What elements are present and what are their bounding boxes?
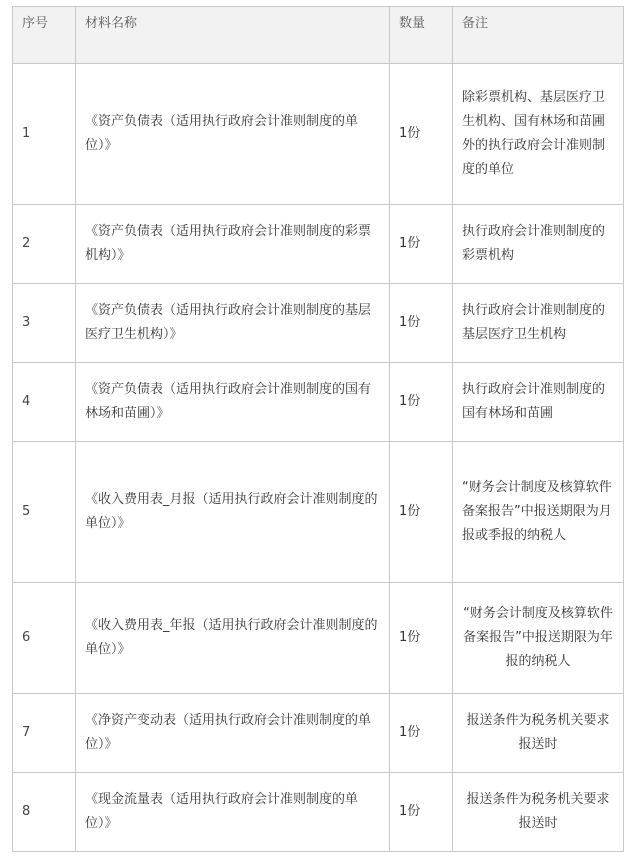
row-remarks: 报送条件为税务机关要求报送时 <box>453 694 624 773</box>
row-remarks: 除彩票机构、基层医疗卫生机构、国有林场和苗圃外的执行政府会计准则制度的单位 <box>453 64 624 205</box>
row-material-name: 《收入费用表_月报（适用执行政府会计准则制度的单位）》 <box>76 442 390 583</box>
row-quantity: 1份 <box>390 694 453 773</box>
table-row <box>13 694 624 773</box>
row-material-name: 《收入费用表_年报（适用执行政府会计准则制度的单位）》 <box>76 583 390 694</box>
row-material-name: 《现金流量表（适用执行政府会计准则制度的单位）》 <box>76 773 390 852</box>
row-quantity: 1份 <box>390 363 453 442</box>
row-quantity: 1份 <box>390 773 453 852</box>
row-index: 7 <box>13 694 76 773</box>
table-row <box>13 284 624 363</box>
materials-table <box>12 6 624 852</box>
row-index: 2 <box>13 205 76 284</box>
table-row <box>13 363 624 442</box>
row-quantity: 1份 <box>390 583 453 694</box>
row-remarks: 报送条件为税务机关要求报送时 <box>453 773 624 852</box>
row-remarks: “财务会计制度及核算软件备案报告”中报送期限为年报的纳税人 <box>453 583 624 694</box>
row-index: 3 <box>13 284 76 363</box>
row-material-name: 《资产负债表（适用执行政府会计准则制度的国有林场和苗圃）》 <box>76 363 390 442</box>
row-quantity: 1份 <box>390 205 453 284</box>
row-remarks: 执行政府会计准则制度的彩票机构 <box>453 205 624 284</box>
row-remarks: 执行政府会计准则制度的国有林场和苗圃 <box>453 363 624 442</box>
table-row <box>13 442 624 583</box>
row-index: 8 <box>13 773 76 852</box>
row-material-name: 《资产负债表（适用执行政府会计准则制度的基层医疗卫生机构）》 <box>76 284 390 363</box>
materials-table-container <box>12 6 624 852</box>
header-material-name: 材料名称 <box>76 7 390 64</box>
row-index: 1 <box>13 64 76 205</box>
row-remarks: 执行政府会计准则制度的基层医疗卫生机构 <box>453 284 624 363</box>
table-row <box>13 205 624 284</box>
row-index: 6 <box>13 583 76 694</box>
row-quantity: 1份 <box>390 442 453 583</box>
row-remarks: “财务会计制度及核算软件备案报告”中报送期限为月报或季报的纳税人 <box>453 442 624 583</box>
row-quantity: 1份 <box>390 284 453 363</box>
table-row <box>13 64 624 205</box>
table-row <box>13 583 624 694</box>
row-index: 5 <box>13 442 76 583</box>
header-remarks: 备注 <box>453 7 624 64</box>
row-index: 4 <box>13 363 76 442</box>
row-quantity: 1份 <box>390 64 453 205</box>
table-row <box>13 773 624 852</box>
row-material-name: 《资产负债表（适用执行政府会计准则制度的单位）》 <box>76 64 390 205</box>
row-material-name: 《净资产变动表（适用执行政府会计准则制度的单位）》 <box>76 694 390 773</box>
header-quantity: 数量 <box>390 7 453 64</box>
row-material-name: 《资产负债表（适用执行政府会计准则制度的彩票机构）》 <box>76 205 390 284</box>
header-index: 序号 <box>13 7 76 64</box>
table-header-row <box>13 7 624 64</box>
